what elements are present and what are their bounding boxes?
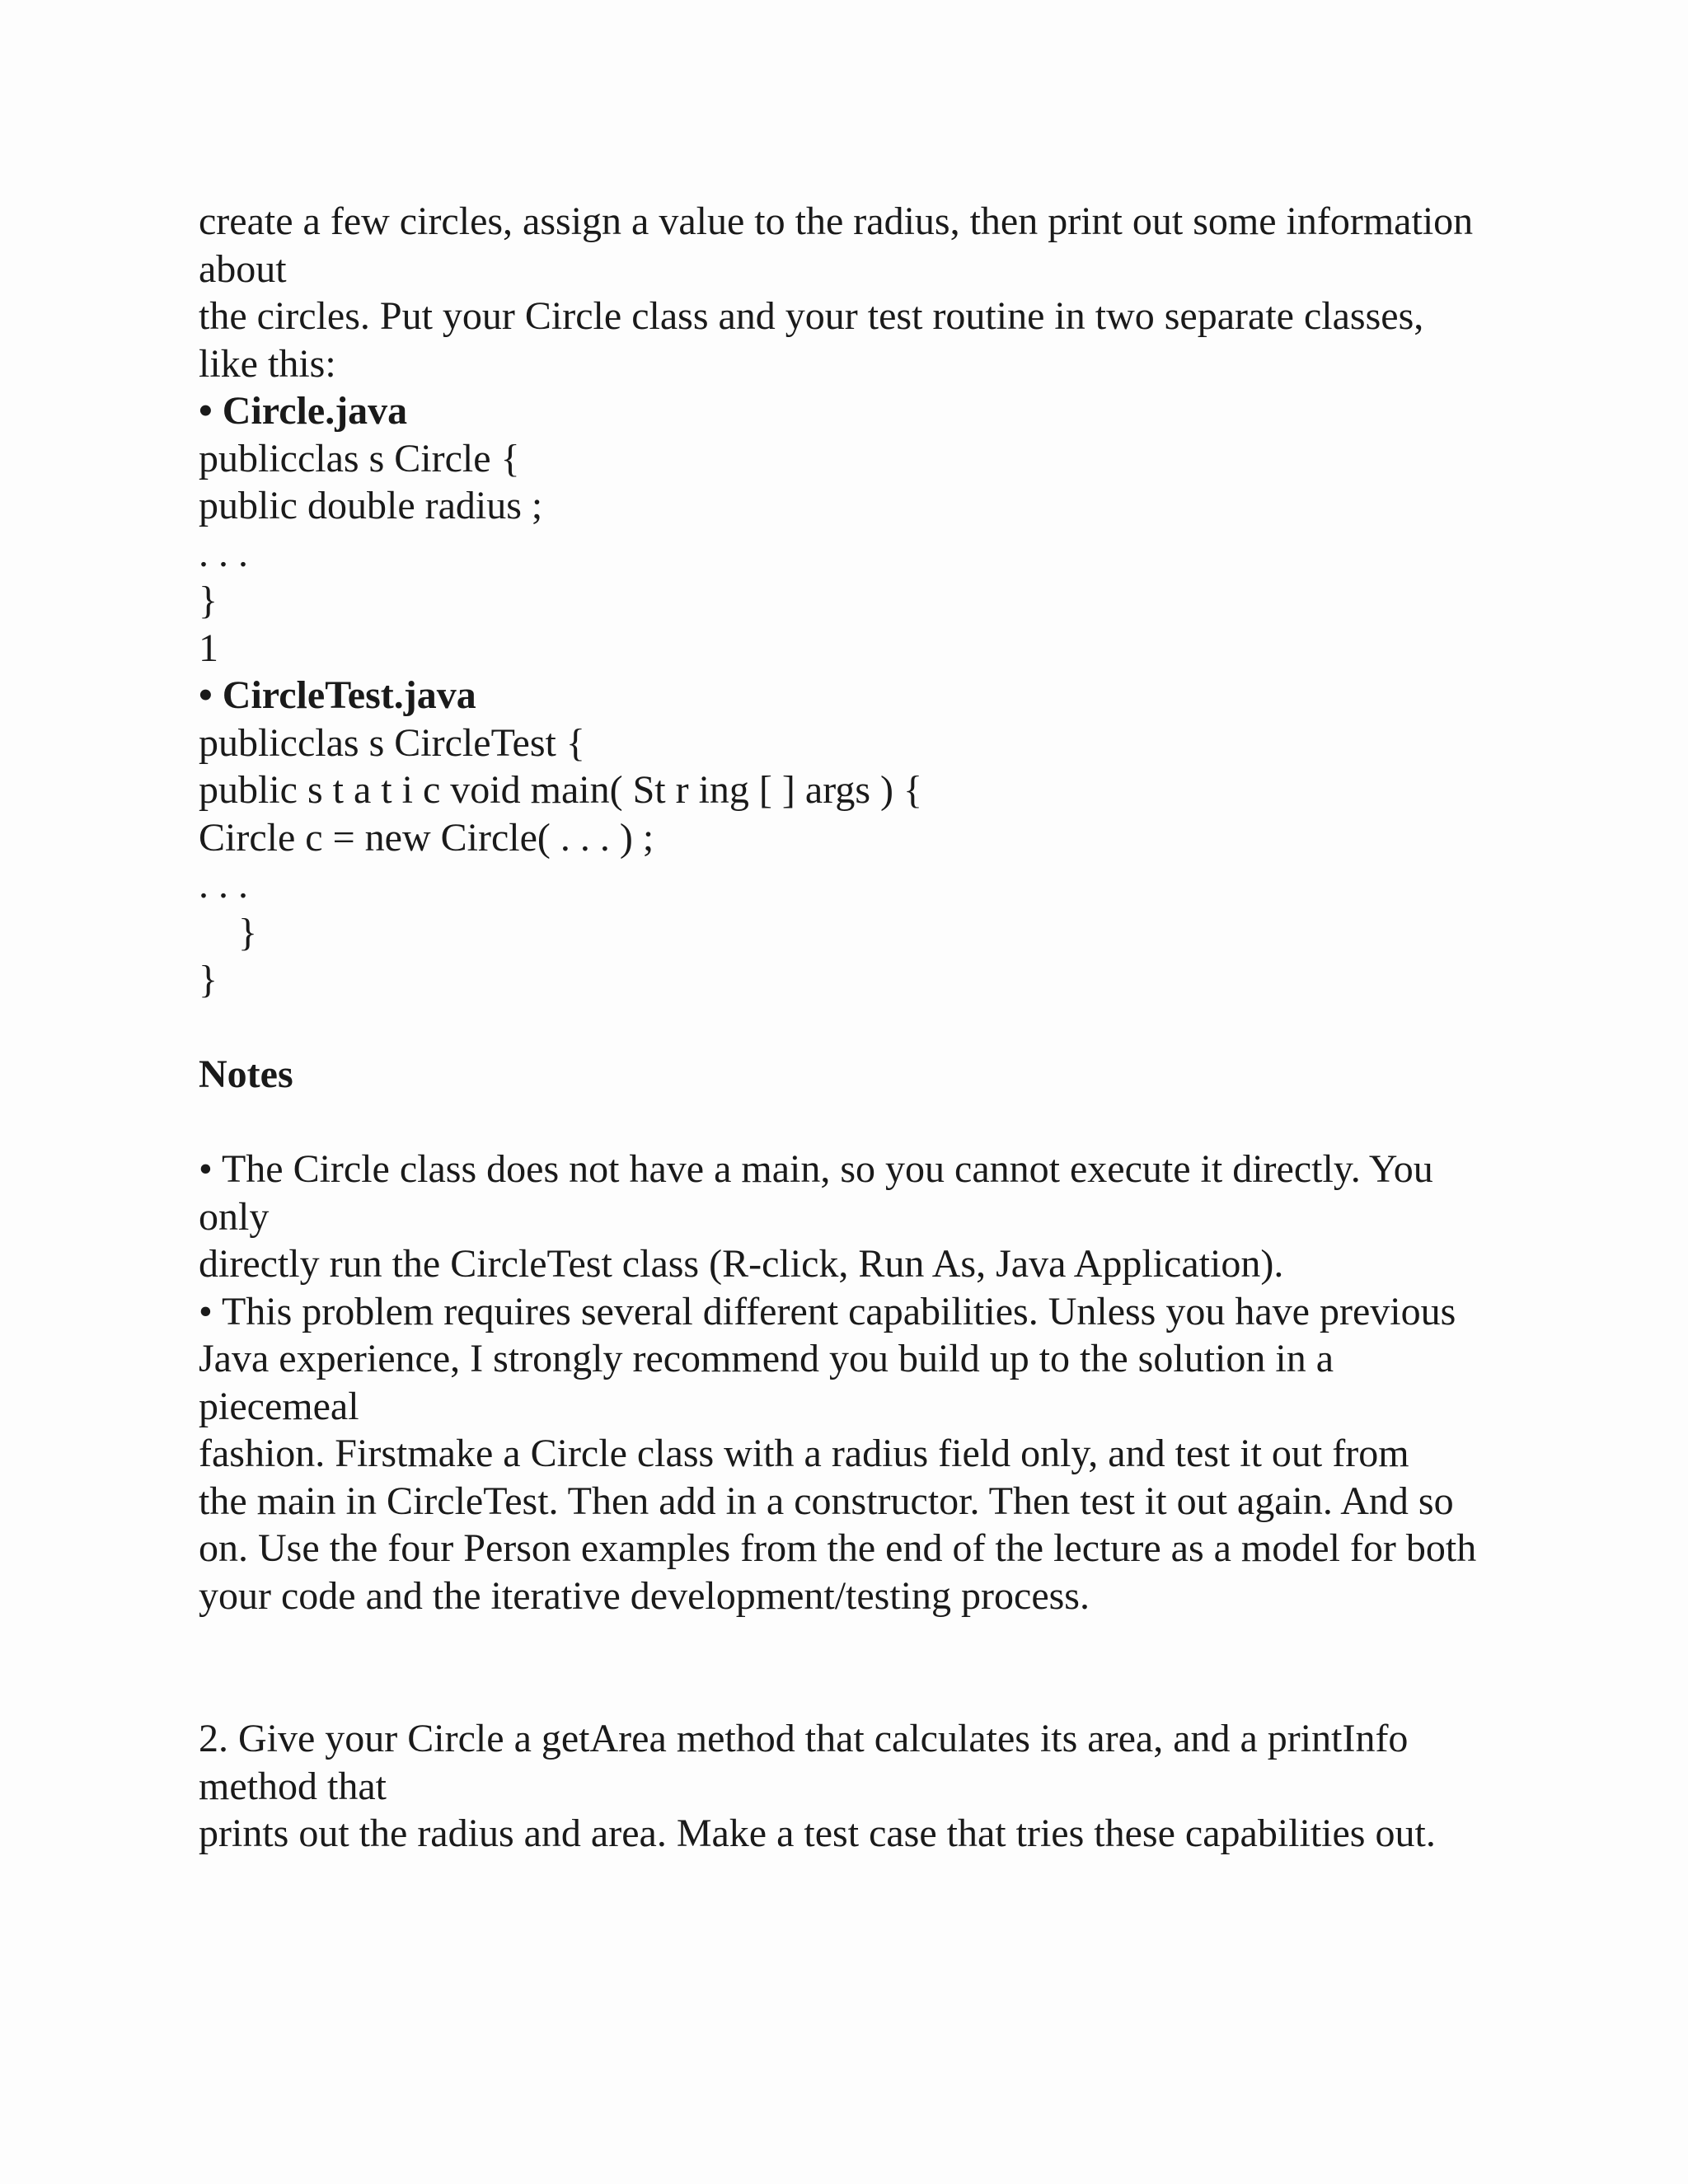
- code-line: public double radius ;: [199, 484, 543, 527]
- spacer: [199, 1619, 1616, 1715]
- notes-line: Java experience, I strongly recommend you build up to the solution in a: [199, 1337, 1334, 1380]
- code-line: }: [199, 579, 218, 622]
- notes-line: • The Circle class does not have a main, so you cannot execute it directly. You: [199, 1147, 1433, 1191]
- circletest-java-heading: • CircleTest.java: [199, 673, 476, 717]
- notes-line: directly run the CircleTest class (R-click, Run As, Java Application).: [199, 1242, 1284, 1286]
- code-line: . . .: [199, 863, 248, 907]
- intro-line: like this:: [199, 341, 336, 386]
- code-line: publicclas s Circle {: [199, 436, 520, 480]
- problem2-line: prints out the radius and area. Make a test case that tries these capabilities out.: [199, 1811, 1436, 1855]
- notes-line: fashion. Firstmake a Circle class with a radius field only, and test it out from: [199, 1432, 1409, 1475]
- spacer: [199, 1099, 1616, 1146]
- code-line: public s t a t i c void main( St r ing [ ] args ) {: [199, 768, 923, 812]
- intro-line: about: [199, 246, 287, 291]
- notes-line: your code and the iterative development/testing process.: [199, 1573, 1090, 1618]
- circle-java-heading: • Circle.java: [199, 389, 408, 433]
- intro-line: create a few circles, assign a value to the radius, then print out some information: [199, 199, 1474, 243]
- notes-line: on. Use the four Person examples from the end of the lecture as a model for both: [199, 1526, 1477, 1570]
- code-line: . . .: [199, 531, 248, 575]
- notes-line: piecemeal: [199, 1384, 359, 1428]
- code-line: }: [199, 958, 218, 1001]
- notes-line: the main in CircleTest. Then add in a constructor. Then test it out again. And so: [199, 1479, 1454, 1523]
- notes-line: • This problem requires several different capabilities. Unless you have previous: [199, 1289, 1456, 1333]
- notes-heading: Notes: [199, 1052, 293, 1096]
- code-line: }: [199, 910, 258, 954]
- intro-line: the circles. Put your Circle class and your test routine in two separate classes,: [199, 294, 1424, 338]
- notes-line: only: [199, 1194, 270, 1239]
- page-number: 1: [199, 626, 218, 670]
- document-text: [199, 198, 1616, 1858]
- spacer: [199, 1004, 1616, 1052]
- code-line: Circle c = new Circle( . . . ) ;: [199, 815, 654, 860]
- problem2-line: method that: [199, 1764, 387, 1808]
- code-line: publicclas s CircleTest {: [199, 720, 585, 765]
- problem2-line: 2. Give your Circle a getArea method that calculates its area, and a printInfo: [199, 1717, 1409, 1760]
